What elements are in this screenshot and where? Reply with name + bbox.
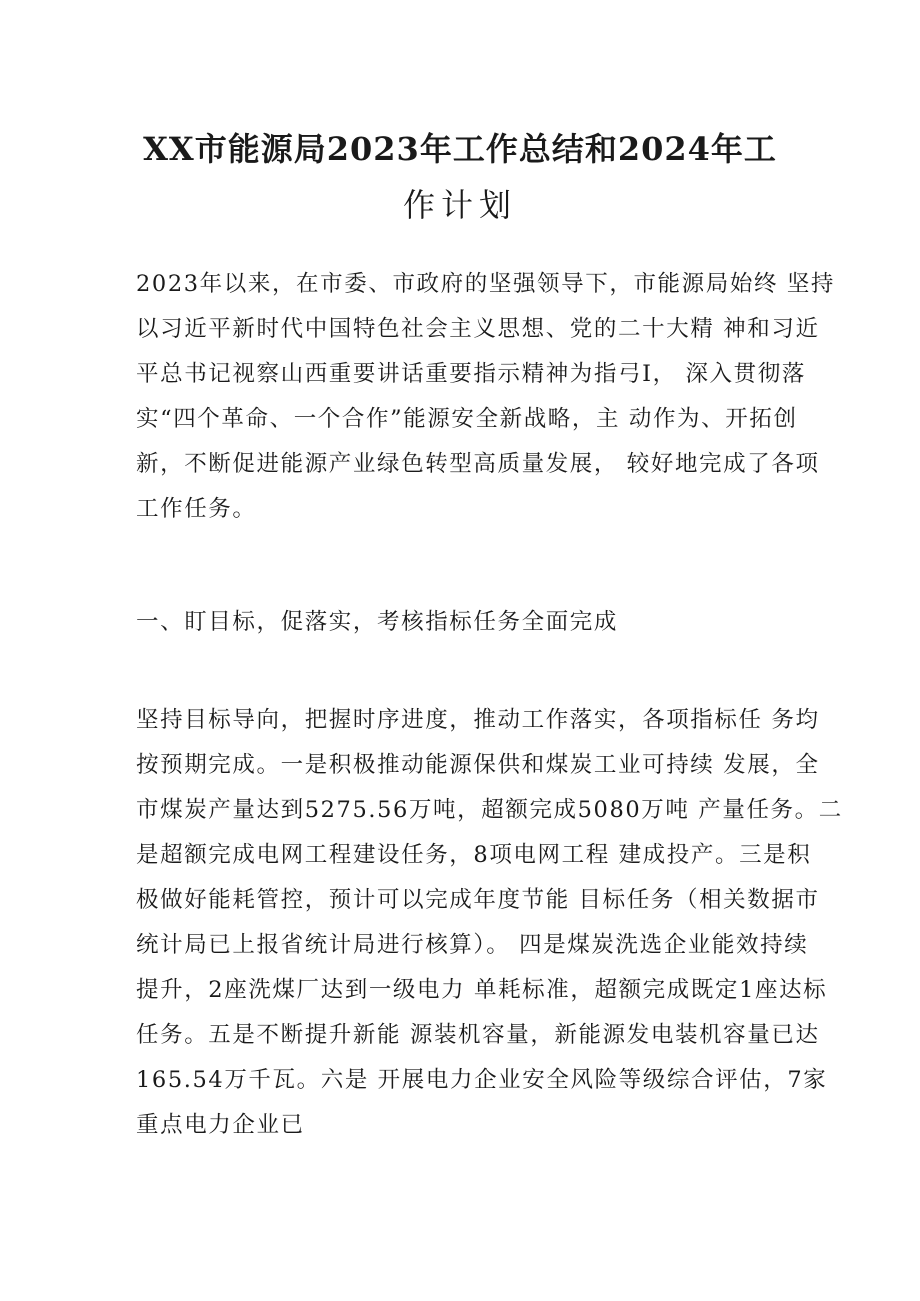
paragraph-line: 165.54万千瓦。六是 开展电力企业安全风险等级综合评估，7家	[136, 1067, 828, 1093]
paragraph-line: 是超额完成电网工程建设任务，8项电网工程 建成投产。三是积	[136, 842, 812, 868]
paragraph-line: 极做好能耗管控，预计可以完成年度节能 目标任务（相关数据市	[136, 887, 820, 913]
paragraph-line: 工作任务。	[136, 496, 257, 522]
section-paragraph	[136, 698, 843, 1148]
document-title-line-2: 作计划	[402, 186, 517, 224]
section-heading	[136, 600, 796, 645]
paragraph-line: 实“四个革命、一个合作”能源安全新战略，主 动作为、开拓创	[136, 406, 798, 432]
paragraph-line: 按预期完成。一是积极推动能源保供和煤炭工业可持续 发展，全	[136, 752, 820, 778]
paragraph-line: 提升，2座洗煤厂达到一级电力 单耗标准，超额完成既定1座达标	[136, 977, 828, 1003]
paragraph-line: 市煤炭产量达到5275.56万吨，超额完成5080万吨 产量任务。二	[136, 797, 843, 823]
paragraph-line: 新，不断促进能源产业绿色转型高质量发展， 较好地完成了各项	[136, 451, 820, 477]
intro-paragraph	[136, 262, 836, 532]
paragraph-line: 以习近平新时代中国特色社会主义思想、党的二十大精 神和习近	[136, 316, 820, 342]
paragraph-line: 任务。五是不断提升新能 源装机容量，新能源发电装机容量已达	[136, 1022, 820, 1048]
paragraph-line: 平总书记视察山西重要讲话重要指示精神为指弓I， 深入贯彻落	[136, 361, 806, 387]
document-title-line-1: XX市能源局2023年工作总结和2024年工	[143, 130, 777, 168]
paragraph-line: 2023年以来，在市委、市政府的坚强领导下，市能源局始终 坚持	[136, 271, 836, 297]
paragraph-line: 坚持目标导向，把握时序进度，推动工作落实，各项指标任 务均	[136, 707, 820, 733]
paragraph-line: 重点电力企业已	[136, 1112, 305, 1138]
paragraph-line: 统计局已上报省统计局进行核算）。 四是煤炭洗选企业能效持续	[136, 932, 809, 958]
section-heading-text: 一、盯目标，促落实，考核指标任务全面完成	[136, 609, 619, 635]
